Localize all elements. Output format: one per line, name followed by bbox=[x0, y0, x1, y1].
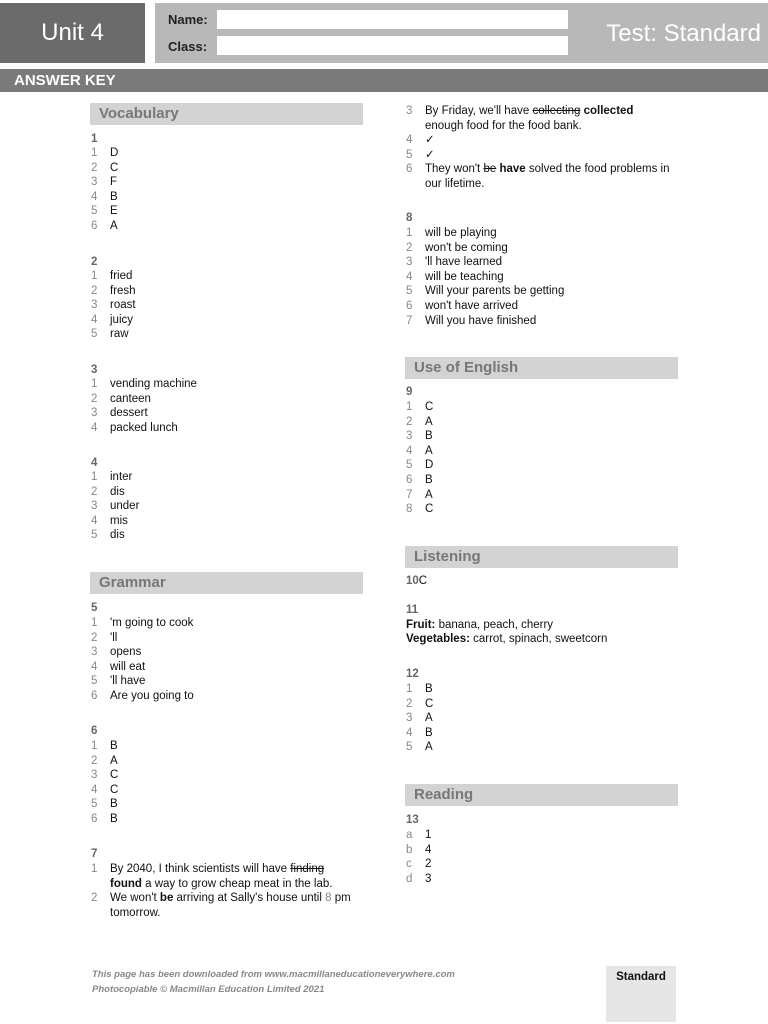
class-field[interactable] bbox=[217, 36, 568, 55]
item-answer: 'll have learned bbox=[425, 256, 502, 269]
answer-text: solved the food problems in bbox=[525, 163, 670, 176]
answer-key-banner: ANSWER KEY bbox=[0, 69, 768, 92]
item-number: 4 bbox=[91, 660, 98, 673]
item-answer: dis bbox=[110, 529, 125, 542]
list-item bbox=[406, 458, 433, 473]
list-item bbox=[406, 162, 670, 177]
class-label: Class: bbox=[168, 39, 208, 54]
item-number: 1 bbox=[91, 147, 98, 159]
item-answer: dis bbox=[110, 485, 125, 498]
item-answer: 1 bbox=[425, 829, 432, 841]
list-item bbox=[406, 857, 431, 872]
question-number: 2 bbox=[91, 256, 98, 268]
item-answer: A bbox=[110, 754, 118, 767]
item-number: 4 bbox=[406, 444, 413, 457]
item-answer: C bbox=[425, 401, 434, 413]
item-number: 3 bbox=[91, 176, 98, 189]
item-number: 3 bbox=[91, 769, 98, 782]
item-number: 3 bbox=[91, 299, 98, 312]
item-answer: C bbox=[110, 769, 119, 782]
list-item bbox=[406, 226, 497, 241]
question-number: 9 bbox=[406, 386, 413, 398]
item-answer: 3 bbox=[425, 872, 432, 885]
list-item bbox=[91, 204, 118, 219]
question-number: 8 bbox=[406, 212, 413, 224]
item-number: 1 bbox=[406, 227, 413, 239]
list-item bbox=[406, 618, 553, 633]
answer-text: By 2040, I think scientists will have bbox=[110, 863, 291, 875]
section-listening: Listening bbox=[405, 546, 678, 568]
item-answer: B bbox=[425, 474, 433, 486]
item-number: 4 bbox=[91, 421, 98, 434]
item-number: 5 bbox=[91, 529, 98, 542]
question-number: 3 bbox=[91, 364, 98, 376]
list-item bbox=[91, 298, 136, 313]
list-item bbox=[406, 429, 433, 444]
item-answer: C bbox=[425, 503, 434, 516]
struck-word: collecting bbox=[532, 105, 581, 117]
test-title: Test: Standard bbox=[606, 20, 761, 47]
item-answer: 'll bbox=[110, 631, 118, 644]
item-number: 4 bbox=[406, 270, 413, 283]
item-number: 2 bbox=[406, 697, 413, 710]
list-item bbox=[91, 219, 118, 234]
list-item bbox=[406, 314, 536, 329]
answer-text: enough food for the food bank. bbox=[425, 119, 582, 132]
question-number: 7 bbox=[91, 848, 98, 860]
section-use-of-english: Use of English bbox=[405, 357, 678, 379]
corrected-word: be bbox=[159, 892, 174, 905]
list-item bbox=[406, 843, 431, 858]
item-number: 7 bbox=[406, 314, 413, 327]
list-item bbox=[91, 190, 118, 205]
item-answer: will be teaching bbox=[425, 270, 504, 283]
item-answer: C bbox=[110, 161, 119, 174]
item-number: 1 bbox=[91, 863, 98, 875]
answer-text: They won't bbox=[425, 163, 484, 176]
list-item bbox=[406, 682, 433, 697]
item-answer: mis bbox=[110, 514, 128, 527]
list-item-continued bbox=[110, 906, 161, 921]
list-item bbox=[91, 499, 139, 514]
list-item bbox=[406, 488, 433, 503]
item-number: 7 bbox=[406, 488, 413, 501]
item-number: 2 bbox=[91, 161, 98, 174]
item-answer: 4 bbox=[425, 843, 432, 856]
item-answer: D bbox=[425, 459, 434, 472]
item-number: 6 bbox=[91, 220, 98, 232]
item-answer: dessert bbox=[110, 407, 148, 420]
item-number: 3 bbox=[91, 646, 98, 659]
answer-text: By Friday, we'll have bbox=[425, 105, 533, 117]
list-item bbox=[91, 754, 118, 769]
list-item bbox=[406, 400, 433, 415]
list-item bbox=[406, 828, 431, 843]
item-letter: c bbox=[406, 858, 412, 871]
item-answer: roast bbox=[110, 299, 136, 312]
item-answer: A bbox=[110, 220, 118, 232]
item-number: 2 bbox=[91, 485, 98, 498]
item-answer: raw bbox=[110, 328, 129, 341]
item-letter: b bbox=[406, 843, 413, 856]
list-item bbox=[406, 299, 518, 314]
item-number: 1 bbox=[91, 740, 98, 752]
section-reading: Reading bbox=[405, 784, 678, 806]
answer-text: a way to grow cheap meat in the lab. bbox=[141, 877, 333, 890]
item-letter: d bbox=[406, 872, 413, 885]
item-answer: under bbox=[110, 500, 140, 513]
item-number: 5 bbox=[91, 798, 98, 811]
item-number: 5 bbox=[406, 148, 413, 161]
item-answer: canteen bbox=[110, 392, 151, 405]
list-item bbox=[91, 470, 132, 485]
list-item bbox=[91, 406, 148, 421]
item-answer: won't be coming bbox=[425, 241, 508, 254]
item-answer: B bbox=[425, 726, 433, 739]
answer-text: tomorrow. bbox=[110, 906, 161, 919]
answer-text: our lifetime. bbox=[425, 178, 485, 190]
item-number: 4 bbox=[406, 134, 413, 147]
list-item bbox=[406, 148, 435, 163]
item-number: 2 bbox=[406, 415, 413, 428]
list-item bbox=[91, 528, 125, 543]
item-number: 1 bbox=[406, 683, 413, 695]
list-item bbox=[91, 797, 118, 812]
item-answer: C bbox=[418, 575, 428, 587]
check-icon: ✓ bbox=[425, 148, 435, 161]
list-item bbox=[91, 645, 141, 660]
question-number: 11 bbox=[406, 604, 419, 616]
item-number: 2 bbox=[406, 241, 413, 254]
list-item bbox=[91, 891, 351, 906]
list-item bbox=[406, 711, 433, 726]
item-number: 6 bbox=[406, 474, 413, 486]
level-badge: Standard bbox=[606, 966, 676, 1022]
item-answer: juicy bbox=[110, 313, 134, 326]
struck-word: be bbox=[483, 163, 497, 176]
list-item bbox=[91, 674, 145, 689]
item-number: 6 bbox=[91, 690, 98, 702]
list-item bbox=[406, 632, 607, 647]
question-number: 5 bbox=[91, 602, 98, 614]
list-item bbox=[406, 473, 433, 488]
item-answer: packed lunch bbox=[110, 421, 178, 434]
list-item bbox=[91, 616, 193, 631]
item-number: 4 bbox=[91, 514, 98, 527]
question-number: 4 bbox=[91, 457, 98, 469]
item-answer: A bbox=[425, 444, 433, 457]
item-answer: Will your parents be getting bbox=[425, 285, 565, 298]
section-grammar: Grammar bbox=[90, 572, 363, 594]
question-number: 12 bbox=[406, 668, 419, 680]
list-item bbox=[91, 660, 145, 675]
answer-text: We won't bbox=[110, 892, 160, 905]
item-answer: inter bbox=[110, 471, 133, 483]
list-item bbox=[91, 783, 118, 798]
item-answer: D bbox=[110, 147, 119, 159]
list-item bbox=[406, 241, 508, 256]
list-item bbox=[406, 726, 433, 741]
item-answer: A bbox=[425, 712, 433, 725]
corrected-word: collected bbox=[583, 105, 634, 117]
item-answer: B bbox=[110, 190, 118, 203]
list-item bbox=[406, 502, 433, 517]
item-answer: F bbox=[110, 176, 118, 189]
item-answer: E bbox=[110, 205, 118, 218]
time-value: 8 bbox=[325, 892, 332, 905]
item-number: 6 bbox=[406, 163, 413, 176]
item-number: 3 bbox=[91, 407, 98, 420]
list-item bbox=[91, 812, 118, 827]
item-number: 3 bbox=[406, 105, 413, 117]
list-item bbox=[406, 444, 433, 459]
item-answer: 'll have bbox=[110, 675, 146, 688]
item-answer: will be playing bbox=[425, 227, 497, 239]
list-item bbox=[406, 284, 564, 299]
item-number: 5 bbox=[406, 741, 413, 754]
item-answer: B bbox=[425, 430, 433, 443]
question-number: 13 bbox=[406, 814, 419, 826]
item-number: 1 bbox=[406, 401, 413, 413]
item-number: 4 bbox=[91, 783, 98, 796]
item-answer: fresh bbox=[110, 284, 136, 297]
item-answer: banana, peach, cherry bbox=[438, 618, 554, 631]
corrected-word: have bbox=[499, 163, 526, 176]
list-item bbox=[406, 872, 431, 887]
list-item bbox=[406, 697, 433, 712]
item-answer: 2 bbox=[425, 858, 432, 871]
item-answer: A bbox=[425, 415, 433, 428]
item-number: 3 bbox=[406, 430, 413, 443]
item-answer: A bbox=[425, 741, 433, 754]
item-answer: A bbox=[425, 488, 433, 501]
item-number: 2 bbox=[91, 284, 98, 297]
item-number: 5 bbox=[406, 459, 413, 472]
item-answer: carrot, spinach, sweetcorn bbox=[473, 633, 608, 646]
list-item bbox=[91, 146, 118, 161]
list-item bbox=[91, 421, 178, 436]
list-item bbox=[406, 104, 633, 119]
check-icon: ✓ bbox=[425, 134, 435, 147]
list-item bbox=[91, 485, 125, 500]
list-item bbox=[91, 269, 132, 284]
item-answer: vending machine bbox=[110, 378, 197, 390]
list-item bbox=[406, 133, 435, 148]
download-notice: This page has been downloaded from www.macmillaneducationeverywhere.com bbox=[92, 969, 455, 980]
item-number: 4 bbox=[406, 726, 413, 739]
question-number: 6 bbox=[91, 725, 98, 737]
copyright-notice: Photocopiable © Macmillan Education Limited 2021 bbox=[92, 984, 325, 995]
item-answer: C bbox=[110, 783, 119, 796]
item-answer: won't have arrived bbox=[425, 300, 518, 312]
item-answer: opens bbox=[110, 646, 142, 659]
item-number: 1 bbox=[91, 270, 98, 282]
item-letter: a bbox=[406, 829, 413, 841]
item-number: 1 bbox=[91, 617, 98, 629]
list-item-continued bbox=[425, 119, 582, 134]
list-item bbox=[91, 631, 117, 646]
item-answer: B bbox=[425, 683, 433, 695]
question-number: 10 bbox=[406, 575, 419, 587]
item-number: 5 bbox=[91, 328, 98, 341]
corrected-word: found bbox=[110, 877, 142, 890]
item-answer: will eat bbox=[110, 660, 146, 673]
list-item-continued bbox=[425, 177, 484, 192]
vegetables-label: Vegetables: bbox=[406, 633, 470, 646]
struck-word: finding bbox=[290, 863, 325, 875]
list-item bbox=[406, 255, 502, 270]
list-item bbox=[91, 739, 118, 754]
item-number: 3 bbox=[91, 500, 98, 513]
item-answer: 'm going to cook bbox=[110, 617, 194, 629]
list-item bbox=[91, 327, 129, 342]
list-item bbox=[91, 161, 118, 176]
item-number: 6 bbox=[91, 813, 98, 825]
item-answer: B bbox=[110, 740, 118, 752]
list-item bbox=[91, 392, 151, 407]
item-answer: B bbox=[110, 813, 118, 825]
name-label: Name: bbox=[168, 12, 208, 27]
item-number: 5 bbox=[406, 285, 413, 298]
answer-text: pm bbox=[331, 892, 351, 905]
item-number: 2 bbox=[91, 392, 98, 405]
list-item bbox=[91, 862, 324, 877]
list-item bbox=[406, 740, 433, 755]
student-info-area bbox=[155, 3, 768, 63]
item-number: 1 bbox=[91, 471, 98, 483]
item-number: 5 bbox=[91, 205, 98, 218]
list-item bbox=[91, 768, 118, 783]
name-field[interactable] bbox=[217, 10, 568, 29]
item-number: 2 bbox=[91, 754, 98, 767]
list-item bbox=[406, 415, 433, 430]
list-item bbox=[91, 377, 197, 392]
section-vocabulary: Vocabulary bbox=[90, 103, 363, 125]
list-item bbox=[91, 313, 133, 328]
item-number: 4 bbox=[91, 313, 98, 326]
item-number: 3 bbox=[406, 712, 413, 725]
item-number: 2 bbox=[91, 892, 98, 905]
question-number: 1 bbox=[91, 133, 98, 145]
list-item bbox=[406, 574, 427, 589]
item-answer: B bbox=[110, 798, 118, 811]
fruit-label: Fruit: bbox=[406, 618, 436, 631]
item-answer: Will you have finished bbox=[425, 314, 537, 327]
item-number: 8 bbox=[406, 503, 413, 516]
item-number: 2 bbox=[91, 631, 98, 644]
item-number: 5 bbox=[91, 675, 98, 688]
item-number: 4 bbox=[91, 190, 98, 203]
item-answer: C bbox=[425, 697, 434, 710]
list-item bbox=[91, 284, 136, 299]
item-number: 3 bbox=[406, 256, 413, 269]
item-number: 6 bbox=[406, 300, 413, 312]
list-item bbox=[406, 270, 504, 285]
list-item bbox=[91, 514, 128, 529]
item-number: 1 bbox=[91, 378, 98, 390]
item-answer: fried bbox=[110, 270, 133, 282]
list-item bbox=[91, 175, 117, 190]
list-item bbox=[91, 689, 194, 704]
answer-text: arriving at Sally's house until bbox=[173, 892, 326, 905]
list-item-continued bbox=[110, 877, 332, 892]
unit-label: Unit 4 bbox=[0, 3, 145, 63]
item-answer: Are you going to bbox=[110, 690, 194, 702]
